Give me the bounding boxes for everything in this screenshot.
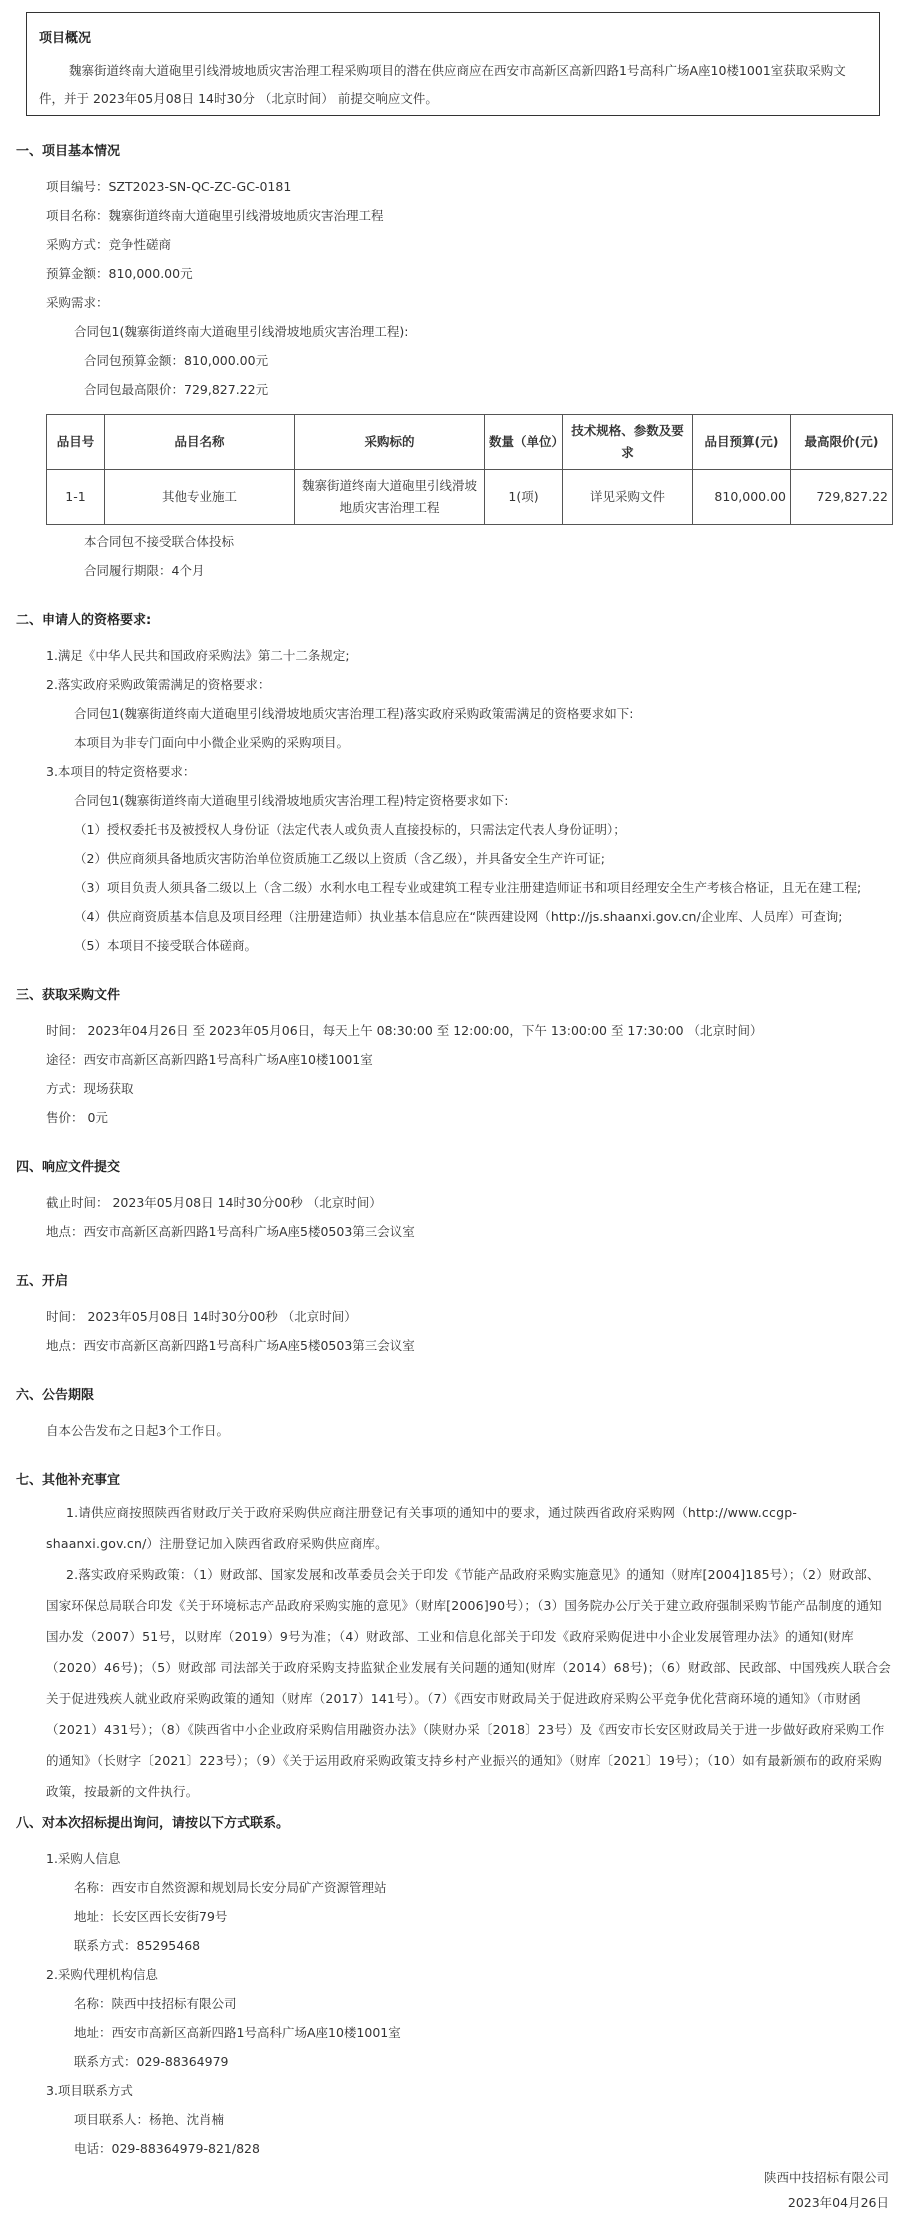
notice-period: 自本公告发布之日起3个工作日。	[46, 1423, 229, 1438]
signature-company: 陕西中技招标有限公司	[763, 2170, 889, 2185]
qualification-item-3a: 合同包1(魏寨街道终南大道砲里引线滑坡地质灾害治理工程)特定资格要求如下:	[74, 793, 509, 808]
qualification-item-3: 3.本项目的特定资格要求：	[46, 764, 196, 779]
project-number: 项目编号：SZT2023-SN-QC-ZC-GC-0181	[46, 179, 292, 194]
table-header-cell: 数量（单位）	[485, 415, 563, 470]
supplement-paragraph-2: 2.落实政府采购政策：（1）财政部、国家发展和改革委员会关于印发《节能产品政府采购实施意见》的通知（财库[2004]185号）；（2）财政部、国家环保总局联合印发《关于环境标志产品政府采购实施的意见》（财库[2006]90号）；（3）国务院办公厅关于建立政府强制采购节能产品制度的通知国办发（2007）51号，以财库（2019）9号为准；（4）财政部、工业和信息化部关于印发《政府采购促进中小企业发展管理办法》的通知(财库（2020）46号)；（5）财政部 司法部关于政府采购支持监狱企业发展有关问题的通知(财库（2014）68号)；（6）财政部、民政部、中国残疾人联合会关于促进残疾人就业政府采购政策的通知（财库（2017）141号）。（7）《西安市财政局关于促进政府采购公平竞争优化营商环境的通知》（市财函（2021）431号）；（8）《陕西省中小企业政府采购信用融资办法》（陕财办采〔2018〕23号）及《西安市长安区财政局关于进一步做好政府采购工作的通知》（长财字〔2021〕223号）；（9）《关于运用政府采购政策支持乡村产业振兴的通知》（财库〔2021〕19号）；（10）如有最新颁布的政府采购政策，按最新的文件执行。	[46, 1567, 891, 1799]
qualification-item-2a: 合同包1(魏寨街道终南大道砲里引线滑坡地质灾害治理工程)落实政府采购政策需满足的资格要求如下:	[74, 706, 634, 721]
section7-heading: 七、其他补充事宜	[16, 1473, 121, 1488]
table-cell: 1-1	[47, 470, 105, 525]
contact-phone: 电话：029-88364979-821/828	[74, 2141, 260, 2156]
budget-amount: 预算金额：810,000.00元	[46, 266, 193, 281]
overview-title: 项目概况	[39, 31, 92, 46]
qualification-item-2: 2.落实政府采购政策需满足的资格要求：	[46, 677, 271, 692]
contact-person: 项目联系人：杨艳、沈肖楠	[74, 2112, 225, 2127]
project-name: 项目名称：魏寨街道终南大道砲里引线滑坡地质灾害治理工程	[46, 208, 384, 223]
table-header-cell: 采购标的	[295, 415, 485, 470]
specific-requirement-4: （4）供应商资质基本信息及项目经理（注册建造师）执业基本信息应在“陕西建设网（http://js.shaanxi.gov.cn/企业库、人员库）可查询;	[74, 909, 843, 924]
contract-package: 合同包1(魏寨街道终南大道砲里引线滑坡地质灾害治理工程):	[74, 324, 409, 339]
table-header-cell: 品目预算(元)	[693, 415, 791, 470]
supplement-paragraph-1: 1.请供应商按照陕西省财政厅关于政府采购供应商注册登记有关事项的通知中的要求，通过陕西省政府采购网（http://www.ccgp-shaanxi.gov.cn/）注册登记加入陕西省政府采购供应商库。	[46, 1505, 798, 1551]
section6-heading: 六、公告期限	[16, 1388, 95, 1403]
table-header-cell: 品目号	[47, 415, 105, 470]
consortium-note: 本合同包不接受联合体投标	[84, 534, 235, 549]
section5-heading: 五、开启	[16, 1274, 69, 1289]
overview-text: 魏寨街道终南大道砲里引线滑坡地质灾害治理工程采购项目的潜在供应商应在西安市高新区高新四路1号高科广场A座10楼1001室获取采购文件，并于 2023年05月08日 14时30分 （北京时间） 前提交响应文件。	[39, 63, 846, 106]
table-cell: 详见采购文件	[563, 470, 693, 525]
contact-info-label: 3.项目联系方式	[46, 2083, 133, 2098]
agent-name: 名称：陕西中技招标有限公司	[74, 1996, 237, 2011]
table-cell: 其他专业施工	[105, 470, 295, 525]
section4-heading: 四、响应文件提交	[16, 1160, 121, 1175]
procurement-method: 采购方式：竞争性磋商	[46, 237, 172, 252]
table-header-cell: 技术规格、参数及要求	[563, 415, 693, 470]
submission-deadline: 截止时间： 2023年05月08日 14时30分00秒 （北京时间）	[46, 1195, 382, 1210]
buyer-phone: 联系方式：85295468	[74, 1938, 201, 1953]
acquire-place: 途径：西安市高新区高新四路1号高科广场A座10楼1001室	[46, 1052, 373, 1067]
qualification-item-1: 1.满足《中华人民共和国政府采购法》第二十二条规定;	[46, 648, 350, 663]
specific-requirement-1: （1）授权委托书及被授权人身份证（法定代表人或负责人直接投标的，只需法定代表人身份证明）；	[74, 822, 626, 837]
opening-time: 时间： 2023年05月08日 14时30分00秒 （北京时间）	[46, 1309, 357, 1324]
buyer-address: 地址：长安区西长安街79号	[74, 1909, 228, 1924]
table-cell: 1(项)	[485, 470, 563, 525]
agent-phone: 联系方式：029-88364979	[74, 2054, 229, 2069]
signature-date: 2023年04月26日	[787, 2195, 889, 2210]
qualification-item-2b: 本项目为非专门面向中小微企业采购的采购项目。	[74, 735, 350, 750]
table-header-cell: 品目名称	[105, 415, 295, 470]
specific-requirement-3: （3）项目负责人须具备二级以上（含二级）水利水电工程专业或建筑工程专业注册建造师证书和项目经理安全生产考核合格证，且无在建工程;	[74, 880, 862, 895]
document-price: 售价： 0元	[46, 1110, 108, 1125]
items-table	[46, 414, 893, 525]
submission-place: 地点：西安市高新区高新四路1号高科广场A座5楼0503第三会议室	[46, 1224, 415, 1239]
agent-info-label: 2.采购代理机构信息	[46, 1967, 158, 1982]
procurement-requirement-label: 采购需求：	[46, 295, 109, 310]
section3-heading: 三、获取采购文件	[16, 988, 121, 1003]
section2-heading: 二、申请人的资格要求:	[16, 613, 152, 628]
agent-address: 地址：西安市高新区高新四路1号高科广场A座10楼1001室	[74, 2025, 401, 2040]
section8-heading: 八、对本次招标提出询问，请按以下方式联系。	[16, 1816, 290, 1831]
overview-box	[26, 12, 880, 116]
opening-place: 地点：西安市高新区高新四路1号高科广场A座5楼0503第三会议室	[46, 1338, 415, 1353]
table-cell: 810,000.00	[693, 470, 791, 525]
buyer-info-label: 1.采购人信息	[46, 1851, 121, 1866]
specific-requirement-2: （2）供应商须具备地质灾害防治单位资质施工乙级以上资质（含乙级），并具备安全生产许可证;	[74, 851, 605, 866]
package-limit: 合同包最高限价：729,827.22元	[84, 382, 269, 397]
specific-requirement-5: （5）本项目不接受联合体磋商。	[74, 938, 257, 953]
table-header-row	[47, 415, 893, 470]
contract-period: 合同履行期限：4个月	[84, 563, 205, 578]
package-budget: 合同包预算金额：810,000.00元	[84, 353, 269, 368]
acquire-method: 方式：现场获取	[46, 1081, 134, 1096]
buyer-name: 名称：西安市自然资源和规划局长安分局矿产资源管理站	[74, 1880, 387, 1895]
section1-heading: 一、项目基本情况	[16, 144, 121, 159]
table-cell: 729,827.22	[791, 470, 893, 525]
acquire-time: 时间： 2023年04月26日 至 2023年05月06日，每天上午 08:30:00 至 12:00:00，下午 13:00:00 至 17:30:00 （北京时间）	[46, 1023, 763, 1038]
table-header-cell: 最高限价(元)	[791, 415, 893, 470]
table-cell: 魏寨街道终南大道砲里引线滑坡地质灾害治理工程	[295, 470, 485, 525]
table-row	[47, 470, 893, 525]
